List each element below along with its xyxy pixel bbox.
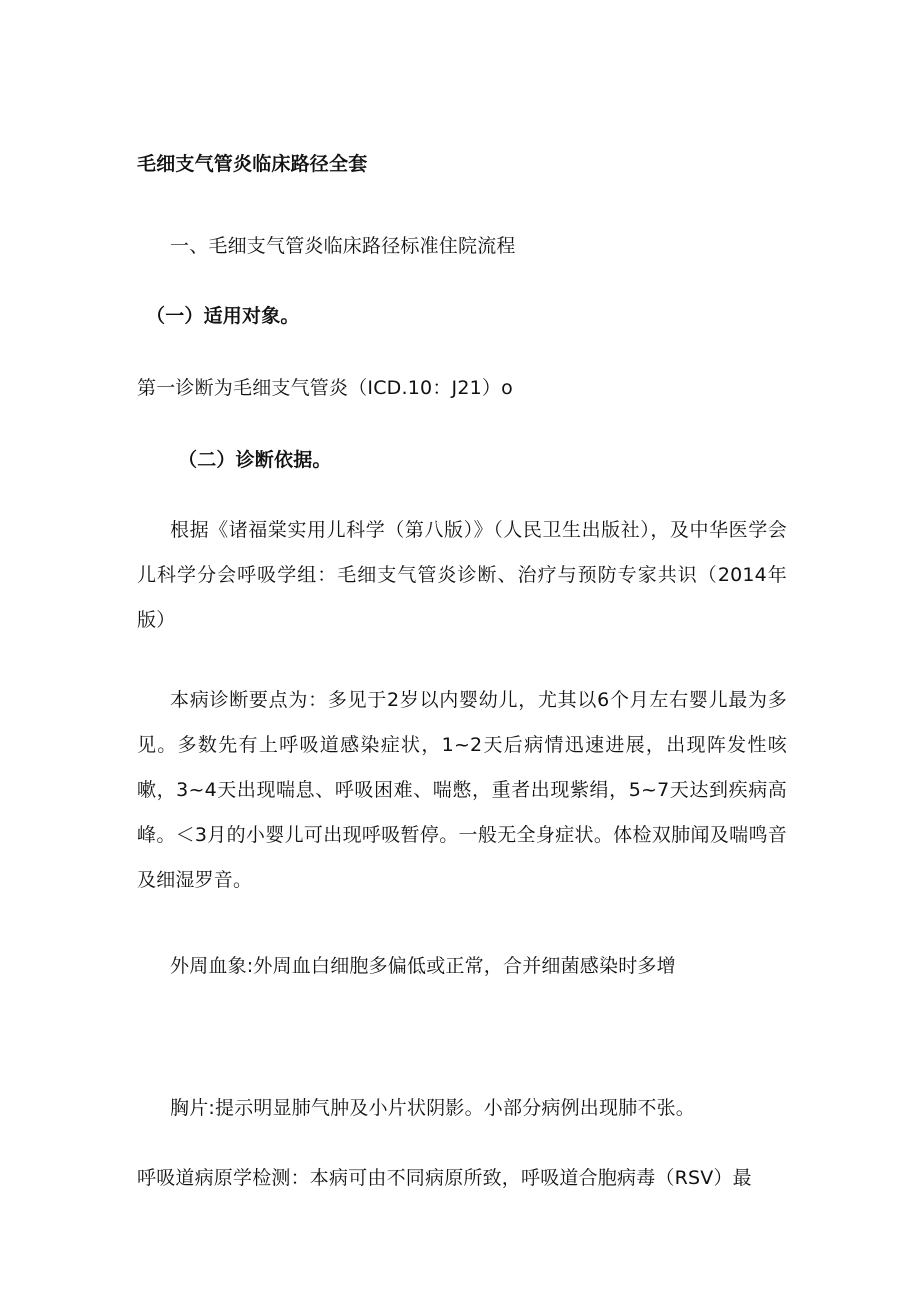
section-heading: 一、毛细支气管炎临床路径标准住院流程 [170,235,516,257]
diagnostic-basis-paragraph: 根据《诸福棠实用儿科学（第八版）》（人民卫生出版社），及中华医学会儿科学分会呼吸学组：毛细支气管炎诊断、治疗与预防专家共识（2014年版） [137,519,787,631]
pathogen-test-line: 呼吸道病原学检测：本病可由不同病原所致，呼吸道合胞病毒（RSV）最 [137,1167,752,1189]
diagnosis-points-paragraph: 本病诊断要点为：多见于2岁以内婴幼儿，尤其以6个月左右婴儿最为多见。多数先有上呼吸道感染症状，1~2天后病情迅速进展，出现阵发性咳嗽，3~4天出现喘息、呼吸困难、喘憋，重者出现紫绢，5~7天达到疾病高峰。＜3月的小婴儿可出现呼吸暂停。一般无全身症状。体检双肺闻及喘鸣音及细湿罗音。 [137,689,787,891]
blood-test-line: 外周血象:外周血白细胞多偏低或正常，合并细菌感染时多增 [170,955,676,977]
first-diagnosis-text: 第一诊断为毛细支气管炎（ICD.10：J21）o [137,377,513,399]
subsection-heading-diagnostic-basis: （二）诊断依据。 [178,449,332,471]
subsection-heading-applicable-subjects: （一）适用对象。 [146,305,300,327]
document-title: 毛细支气管炎临床路径全套 [137,153,368,175]
chest-xray-line: 胸片:提示明显肺气肿及小片状阴影。小部分病例出现肺不张。 [170,1097,696,1119]
